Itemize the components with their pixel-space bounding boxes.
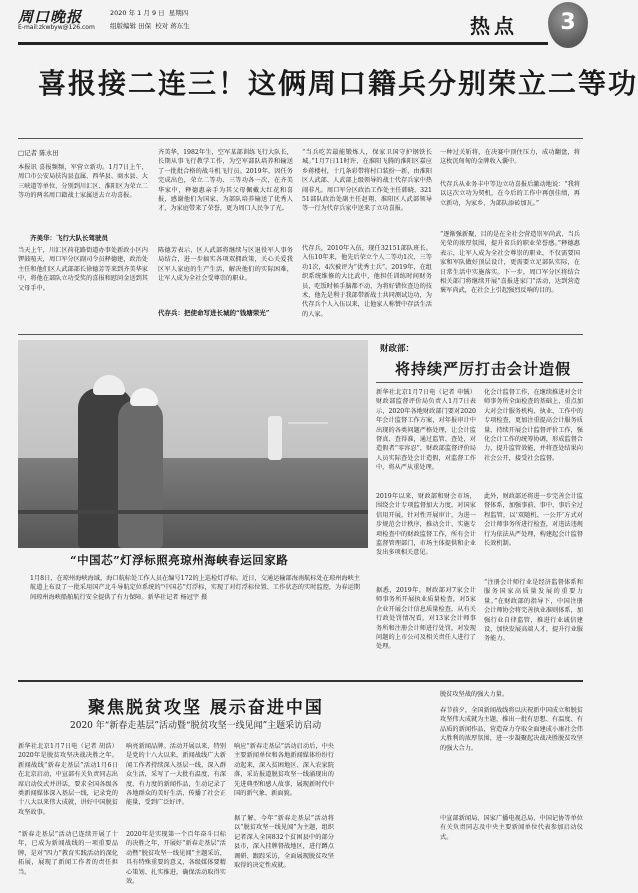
story1-byline: □记者 陈永田 xyxy=(18,149,59,157)
section-name: 热点 xyxy=(470,14,518,38)
story1-text-4b: 代存兵从业务丰中等边立功喜报后激动地说：“我将以这次立功为契机，在今后的工作中再创佳绩，再立新功，为家乡、为部队添砖加瓦。” xyxy=(440,181,580,207)
newspaper-logo: 周口晚报 xyxy=(18,8,83,26)
story1-column-2 xyxy=(158,148,293,317)
story3-text-2: 响亮新闻品牌。活动开展以来，特别是党的十八大以来，新闻战线广大新闻工作者持续深入基层一线、深入群众生活，采写了一大批有温度、有深度、有力度的新闻作品，生动记录了各地群众的美好生活，传播了社会正能量，受到广泛好评。 xyxy=(126,743,226,807)
story2-text-1c: 据悉，2019年，财政部对7家会计师事务所开展执业质量检查，对5家企业开展会计信息质量检查，从有关行政处罚情况看，对13家会计师事务所和注册会计师进行处罚，对发现问题的上市公司及相关责任人进行了处理。 xyxy=(376,587,476,651)
photo-buoy xyxy=(268,416,282,460)
photo-rail xyxy=(18,510,368,514)
story2-text-2: 化会计监督工作，在继续推进对会计师事务所全面检查的基础上，重点加大对会计服务机构、执业、工作中的专项检查，更加注重提高会计服务质量，持续开展会计监督评价工作，强化会计工作的统筹协调，形成监督合力，提升监管效能，并将查处结果向社会公开，接受社会监督。 xyxy=(484,389,583,462)
story1-text-3b: 代存兵，2010年入伍，现任32151部队班长。入伍10年来，他先后荣立个人二等功1次、三等功1次，4次被评为“优秀士兵”。2019年，在组织系统维修的大比武中，他担任训练时间财务员，吃饭时候手脑都不动，为将好错位查边的技术，他先是利于我部带新战士共同测试边功，为代存兵个人入伍以来，让他家人称赞中存活生活的人家。 xyxy=(302,245,432,318)
story1-headline: 喜报接二连三！这俩周口籍兵分别荣立二等功 xyxy=(38,67,638,100)
story3-headline: 聚焦脱贫攻坚 展示奋进中国 xyxy=(88,698,324,718)
story3-text-1: 新华社北京1月7日电（记者 胡浩）2020年是脱贫攻坚决战决胜之年。新闻战线“新春走基层”活动1月6日在北京启动，中宣部有关负责同志出席启动仪式并讲话，要求全国各级各类新闻媒体深入基层一线，记录党的十八大以来伟大成就，讲好中国脱贫攻坚故事。 xyxy=(18,743,118,816)
masthead-date-line xyxy=(110,8,188,17)
story1-subhead-1: 齐美华：飞行大队长驾驶员 xyxy=(30,234,108,242)
story3-text-3: 响应“新春走基层”活动启动后，中央主要新闻单位和各地新闻媒体纷纷行动起来，深入贫困地区、深入农家院落，采访报道脱贫攻坚一线涌现出的先进典型和感人故事，展现新时代中国的新气象、新面貌。 xyxy=(234,743,334,798)
proof-name: 蒋东生 xyxy=(170,22,190,30)
story1-bottom-rule xyxy=(18,334,583,335)
story2-label: 财政部： xyxy=(380,344,415,354)
photo-ship xyxy=(288,422,328,452)
story1-text-1b: 当天上午，川汇区荷花路街道办事处新政小区内锣鼓喧天，周口军分区副司令员释德建，政治处主任和他们区人武部部长徐德芳等来到齐美华家中，将他在部队立功受奖的喜报和慰问金送到其父母手中。 xyxy=(18,247,148,292)
story3-text-4b: 春节前夕，全国新闻战线将以庆祝新中国成立和脱贫攻坚伟大成就为主题，推出一批有思想、有温度、有品质的新闻作品，营造奋力夺取全面建成小康社会伟大胜利的浓厚氛围，进一步凝聚起决战决胜脱贫攻坚的强大合力。 xyxy=(440,707,583,752)
story3-column-4 xyxy=(440,690,583,874)
story1-subhead-2: 代存兵：把使命写进长城的“钱塘荣光” xyxy=(158,309,270,317)
story3-column-1 xyxy=(18,742,118,880)
story3-text-4c: 中宣部新闻局、国家广播电视总局、中国记协等单位有关负责同志及中央主要新闻单位代表参加启动仪式。 xyxy=(440,815,583,841)
story2-text-1b: 2019年以来，财政部和财会市场，围绕会计专项监督加大力度，对国家信用开展，针对性开展审计，为进一步规范会计秩序，推动会计、实施专项检查中的财政监督工作，所有会计监督管理部门，市场主体提供和企业发出多项相关意见。 xyxy=(376,493,476,557)
story3-text-4: 脱贫攻坚战的强大力量。 xyxy=(440,691,509,698)
masthead-editor-line xyxy=(110,21,190,30)
story3-text-3b: 据了解，今年“新春走基层”活动将以“脱贫攻坚一线见闻”为主题，组织记者深入全国832个贫困县中的部分县市，深入挂牌督战地区，进行蹲点调研、跟踪采访，全面展现脱贫攻坚取得的决定性成就。 xyxy=(234,815,334,870)
story1-column-1 xyxy=(18,148,148,312)
editor-name: 田保 xyxy=(138,22,152,30)
story3-column-2 xyxy=(126,742,226,886)
story1-top-rule xyxy=(18,138,583,139)
story2-column-2 xyxy=(484,388,583,678)
story1-text-2b: 陈德芳表示，区人武部将继续与区退役军人事务局结合，进一步搞实各项双拥政策，关心关爱我区军人家庭的生产生活，解决他们的实际困难，让军人成为全社会受尊崇的职业。 xyxy=(158,247,293,283)
story3-text-1b: “新春走基层”活动已连续开展了十年，已成为新闻战线的一项重要品牌，是对“四力”教育实践活动的深化拓展，展现了新闻工作者的责任担当。 xyxy=(18,831,118,876)
page-number-badge: 3 xyxy=(548,2,588,48)
story2-text-2c: “注册会计师行业是经济监督体系和服务国家高质量发展的重要力量。”在财政部的指导下，中国注册会计师协会将完善执业准则体系，加强行业自律监管，推进行业诚信建设，加快发展高端人才，提升行业服务能力。 xyxy=(484,579,583,643)
photo-sea xyxy=(18,458,368,548)
story2-column-1 xyxy=(376,388,476,678)
story3-subheadline: 2020 年“新春走基层”活动暨“脱贫攻坚一线见闻”主题采访启动 xyxy=(70,721,322,731)
story1-text-3: “当兵吃苦最能锻炼人，保家卫国守护钢铁长城。”1月7日11时许，在淮阳飞腾的淮阳区嘉应乡蒋楼村，十几条彩带将村口装扮一新，由淮阳区人武部、人武部上级领导的战士代存兵家中热闹非凡。周口军分区政治工作处主任韩晓、32151部队政治处副主任赵翔、淮阳区人武部领导等一行为代存兵家中送来了立功喜报。 xyxy=(302,149,432,213)
photo-worker-2 xyxy=(118,400,163,548)
story1-text-1: 本报讯 喜报频频，军营立新功。1月7日上午，周口市公安局扶沟县直属、西华县、商水县、大三峡道等单位、分别到川汇区、淮阳区为荣立二等功的两名周口籍战士家属送去立功喜报。 xyxy=(18,164,148,200)
story1-text-4: 一种过关斩将，在决赛中顶住压力，成功翻盘，将这枚沉甸甸的金牌收入囊中。 xyxy=(440,149,580,166)
story1-column-4 xyxy=(440,148,580,334)
news-photo xyxy=(18,340,368,547)
story2-text-2b: 此外，财政部还将进一步完善会计监督体系，加强事前、事中、事后全过程监管，以‘双随机、一公开’方式对会计师事务所进行检查，对违法违规行为依法从严处理，构建起会计监督长效机制。 xyxy=(484,493,583,548)
story1-text-4c: “逐渐强新聚，目的是在全社会营造崇军尚武、当兵光荣的浓厚氛围，提升省兵的职业荣誉感。”释德惠表示，让军人成为全社会尊崇的职业，不仅需要国家和军队做好顶层设计，更需要立足部队实际，在日常生活中实施落实。下一步，周口军分区将结合相关部门将继续开展“喜报进家门”活动，达到营造褒军尚武，在社会上引起强烈反响的目的。 xyxy=(440,231,580,295)
issue-weekday: 星期四 xyxy=(168,9,189,17)
editor-label: 组版编辑 xyxy=(110,22,136,30)
photo-caption-body: 1月8日，在琼州海峡海域，海口航标处工作人员在编号172的上巡检灯浮标。近日，交通运输部海南航标处在琼州海峡主航道上布设了一批采用国产北斗导航定位系统的“中国芯”灯浮标，实现了对灯浮标位置、工作状态的实时监控，为春运期间琼州海峡船舶航行安全提供了有力保障。新华社记者 杨冠宇 摄 xyxy=(30,575,360,601)
masthead-rule xyxy=(18,42,548,45)
story3-text-2b: 2020年是实现第一个百年奋斗目标的决胜之年，开展好“新春走基层”活动暨“脱贫攻坚一线见闻”主题采访，具有特殊重要的意义，各级媒体要精心策划、扎实推进，确保活动取得实效。 xyxy=(126,831,226,886)
story2-rule xyxy=(376,382,583,383)
story1-text-2: 齐美华，1982年生，空军某部训练飞行大队长，长期从事飞行教学工作，为空军部队培养和输送了一批批合格的战斗机飞行员。2019年，因任务完成出色，荣立二等功、三等功各一次，在齐美华家中，释德惠亲手为其父母佩戴大红花和喜报，感谢他们为国家、为部队培养输送了优秀人才，为家庭带来了荣誉，更为周口人民争了光。 xyxy=(158,149,293,213)
masthead-email: E-mail:zkwbyw@126.com xyxy=(18,24,95,31)
issue-date: 2020 年 1 月 9 日 xyxy=(110,9,165,17)
story2-headline: 将持续严厉打击会计造假 xyxy=(395,360,572,378)
story1-column-3 xyxy=(302,148,432,330)
story3-top-rule xyxy=(18,680,583,682)
proof-label: 校对 xyxy=(155,22,169,30)
story2-text-1: 新华社北京1月7日电（记者 申铖）财政部监督评价局负责人1月7日表示，2020年各地财政部门要对2020年会计监督工作方案，对年报审计中出现的各类问题严格处理，让会计监督真、查得准，通过监管、查处，对造假者“零容忍”，财政部监督评价局人员实际查处会计造假，对监督工作中，将从严从重处理。 xyxy=(376,389,476,472)
story3-column-3 xyxy=(234,742,334,880)
photo-caption-title: “中国芯”灯浮标照亮琼州海峡春运回家路 xyxy=(70,553,289,567)
